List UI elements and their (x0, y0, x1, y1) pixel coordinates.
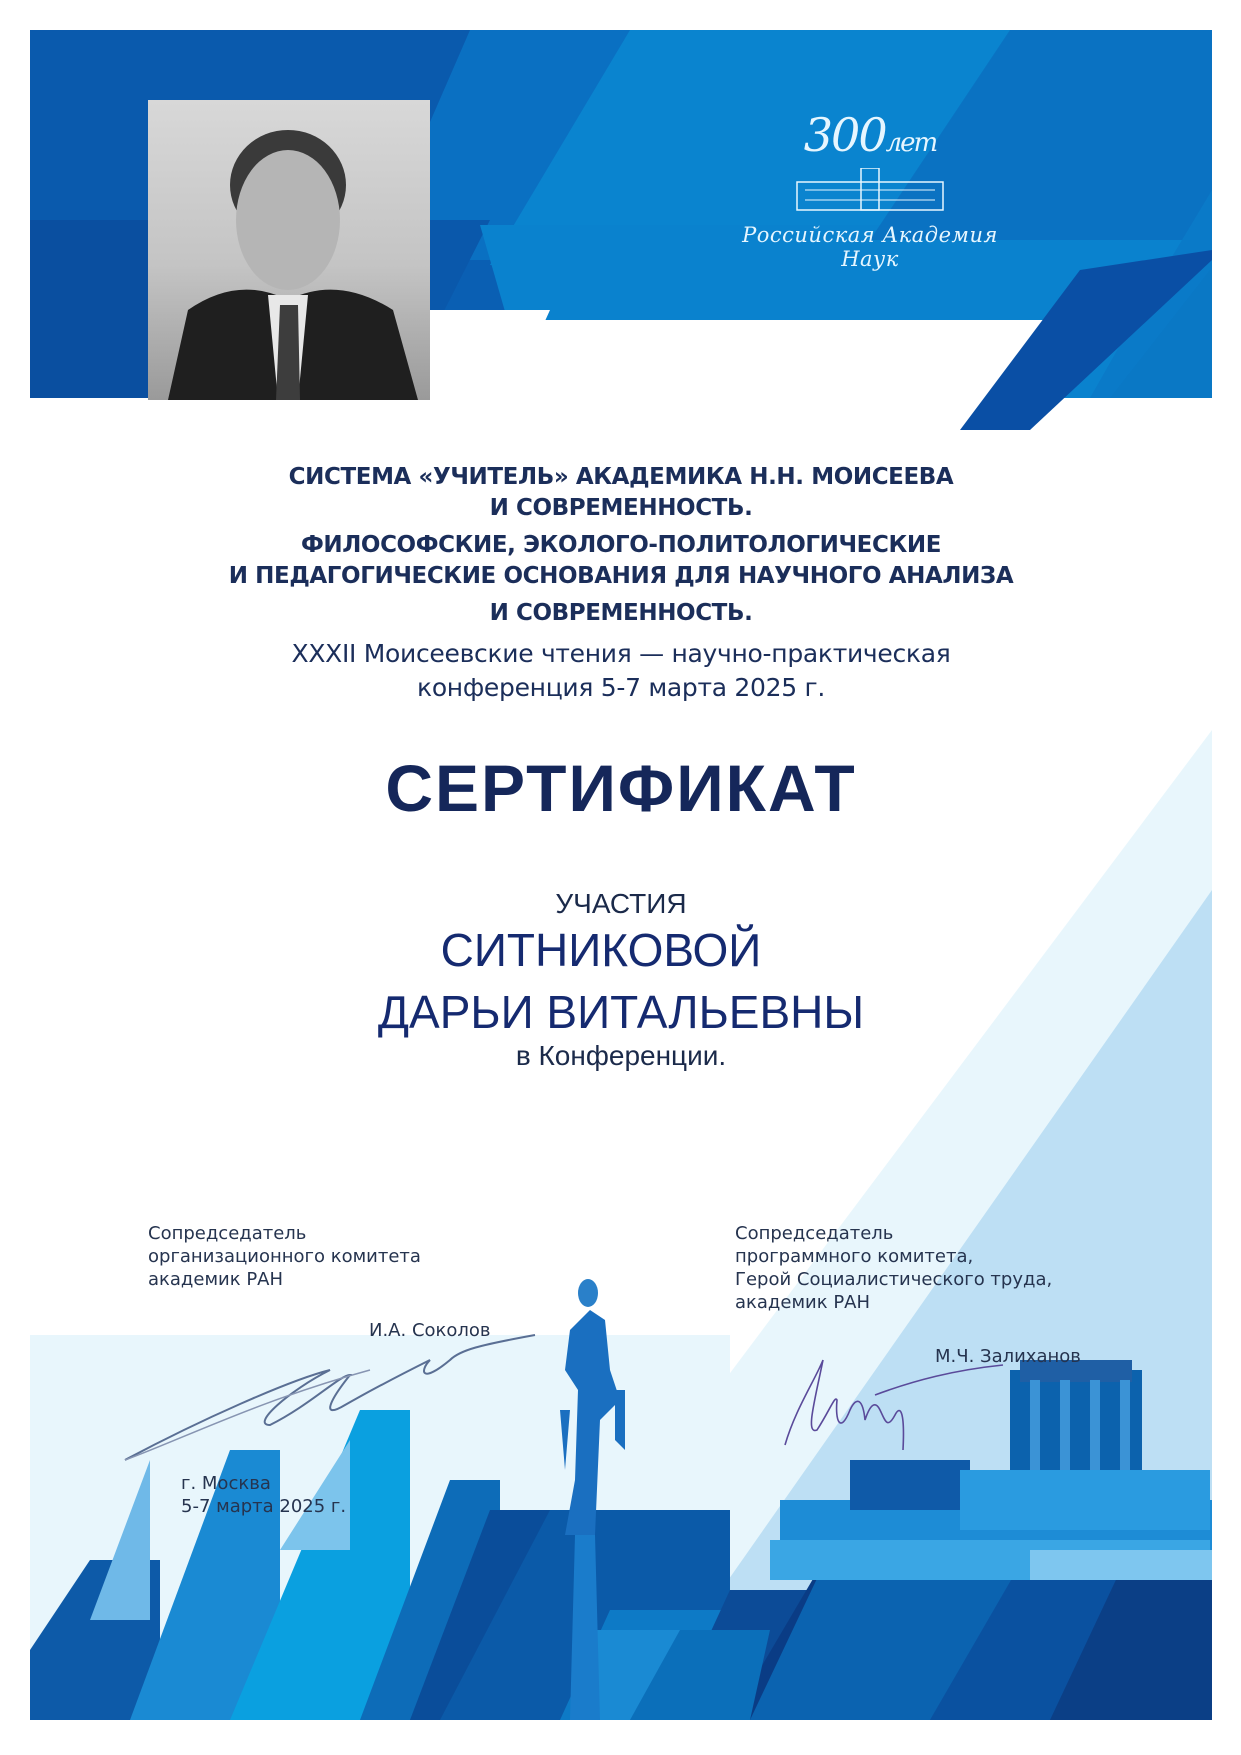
role-line: организационного комитета (148, 1246, 421, 1267)
recipient-surname: СИТНИКОВОЙ (440, 924, 762, 976)
academy-building-icon (795, 168, 945, 212)
event-subtitle-line: конференция 5-7 марта 2025 г. (417, 673, 825, 702)
city: г. Москва (181, 1473, 271, 1494)
recipient-given-names: ДАРЬИ ВИТАЛЬЕВНЫ (377, 986, 865, 1038)
event-title-line: И СОВРЕМЕННОСТЬ. (489, 600, 753, 626)
certificate-title: СЕРТИФИКАТ (385, 751, 857, 825)
participation-label: УЧАСТИЯ (555, 888, 687, 919)
left-signatory-name: И.А. Соколов (369, 1320, 491, 1341)
event-title-line: И ПЕДАГОГИЧЕСКИЕ ОСНОВАНИЯ ДЛЯ НАУЧНОГО АНАЛИЗА (228, 563, 1014, 589)
date: 5-7 марта 2025 г. (181, 1496, 347, 1517)
role-line: программного комитета, (735, 1246, 974, 1267)
certificate-page (30, 30, 1212, 1720)
event-subtitle-line: XXXII Моисеевские чтения — научно-практическая (291, 639, 951, 668)
participation-suffix: в Конференции. (515, 1040, 727, 1071)
logo-organization-name: Российская Академия Наук (742, 223, 998, 271)
right-signatory-role (735, 1222, 1052, 1314)
event-title-line: СИСТЕМА «УЧИТЕЛЬ» АКАДЕМИКА Н.Н. МОИСЕЕВА (288, 464, 954, 490)
role-line: академик РАН (735, 1292, 871, 1313)
right-signatory-name: М.Ч. Залиханов (935, 1346, 1081, 1367)
event-title-line: И СОВРЕМЕННОСТЬ. (489, 495, 753, 521)
event-title-line: ФИЛОСОФСКИЕ, ЭКОЛОГО-ПОЛИТОЛОГИЧЕСКИЕ (300, 532, 942, 558)
left-signatory-role (148, 1222, 421, 1291)
logo-anniversary-number: 300лет (803, 108, 937, 162)
role-line: Сопредседатель (735, 1223, 894, 1244)
portrait-photo (148, 100, 430, 400)
role-line: Сопредседатель (148, 1223, 307, 1244)
ras-300-logo (710, 110, 1030, 270)
portrait-icon (148, 100, 430, 400)
signature-zalikhanov-icon (775, 1350, 1005, 1460)
role-line: Герой Социалистического труда, (735, 1269, 1053, 1290)
event-title (90, 462, 1152, 705)
place-and-date (181, 1472, 346, 1518)
signature-sokolov-icon (120, 1330, 540, 1470)
role-line: академик РАН (148, 1269, 284, 1290)
